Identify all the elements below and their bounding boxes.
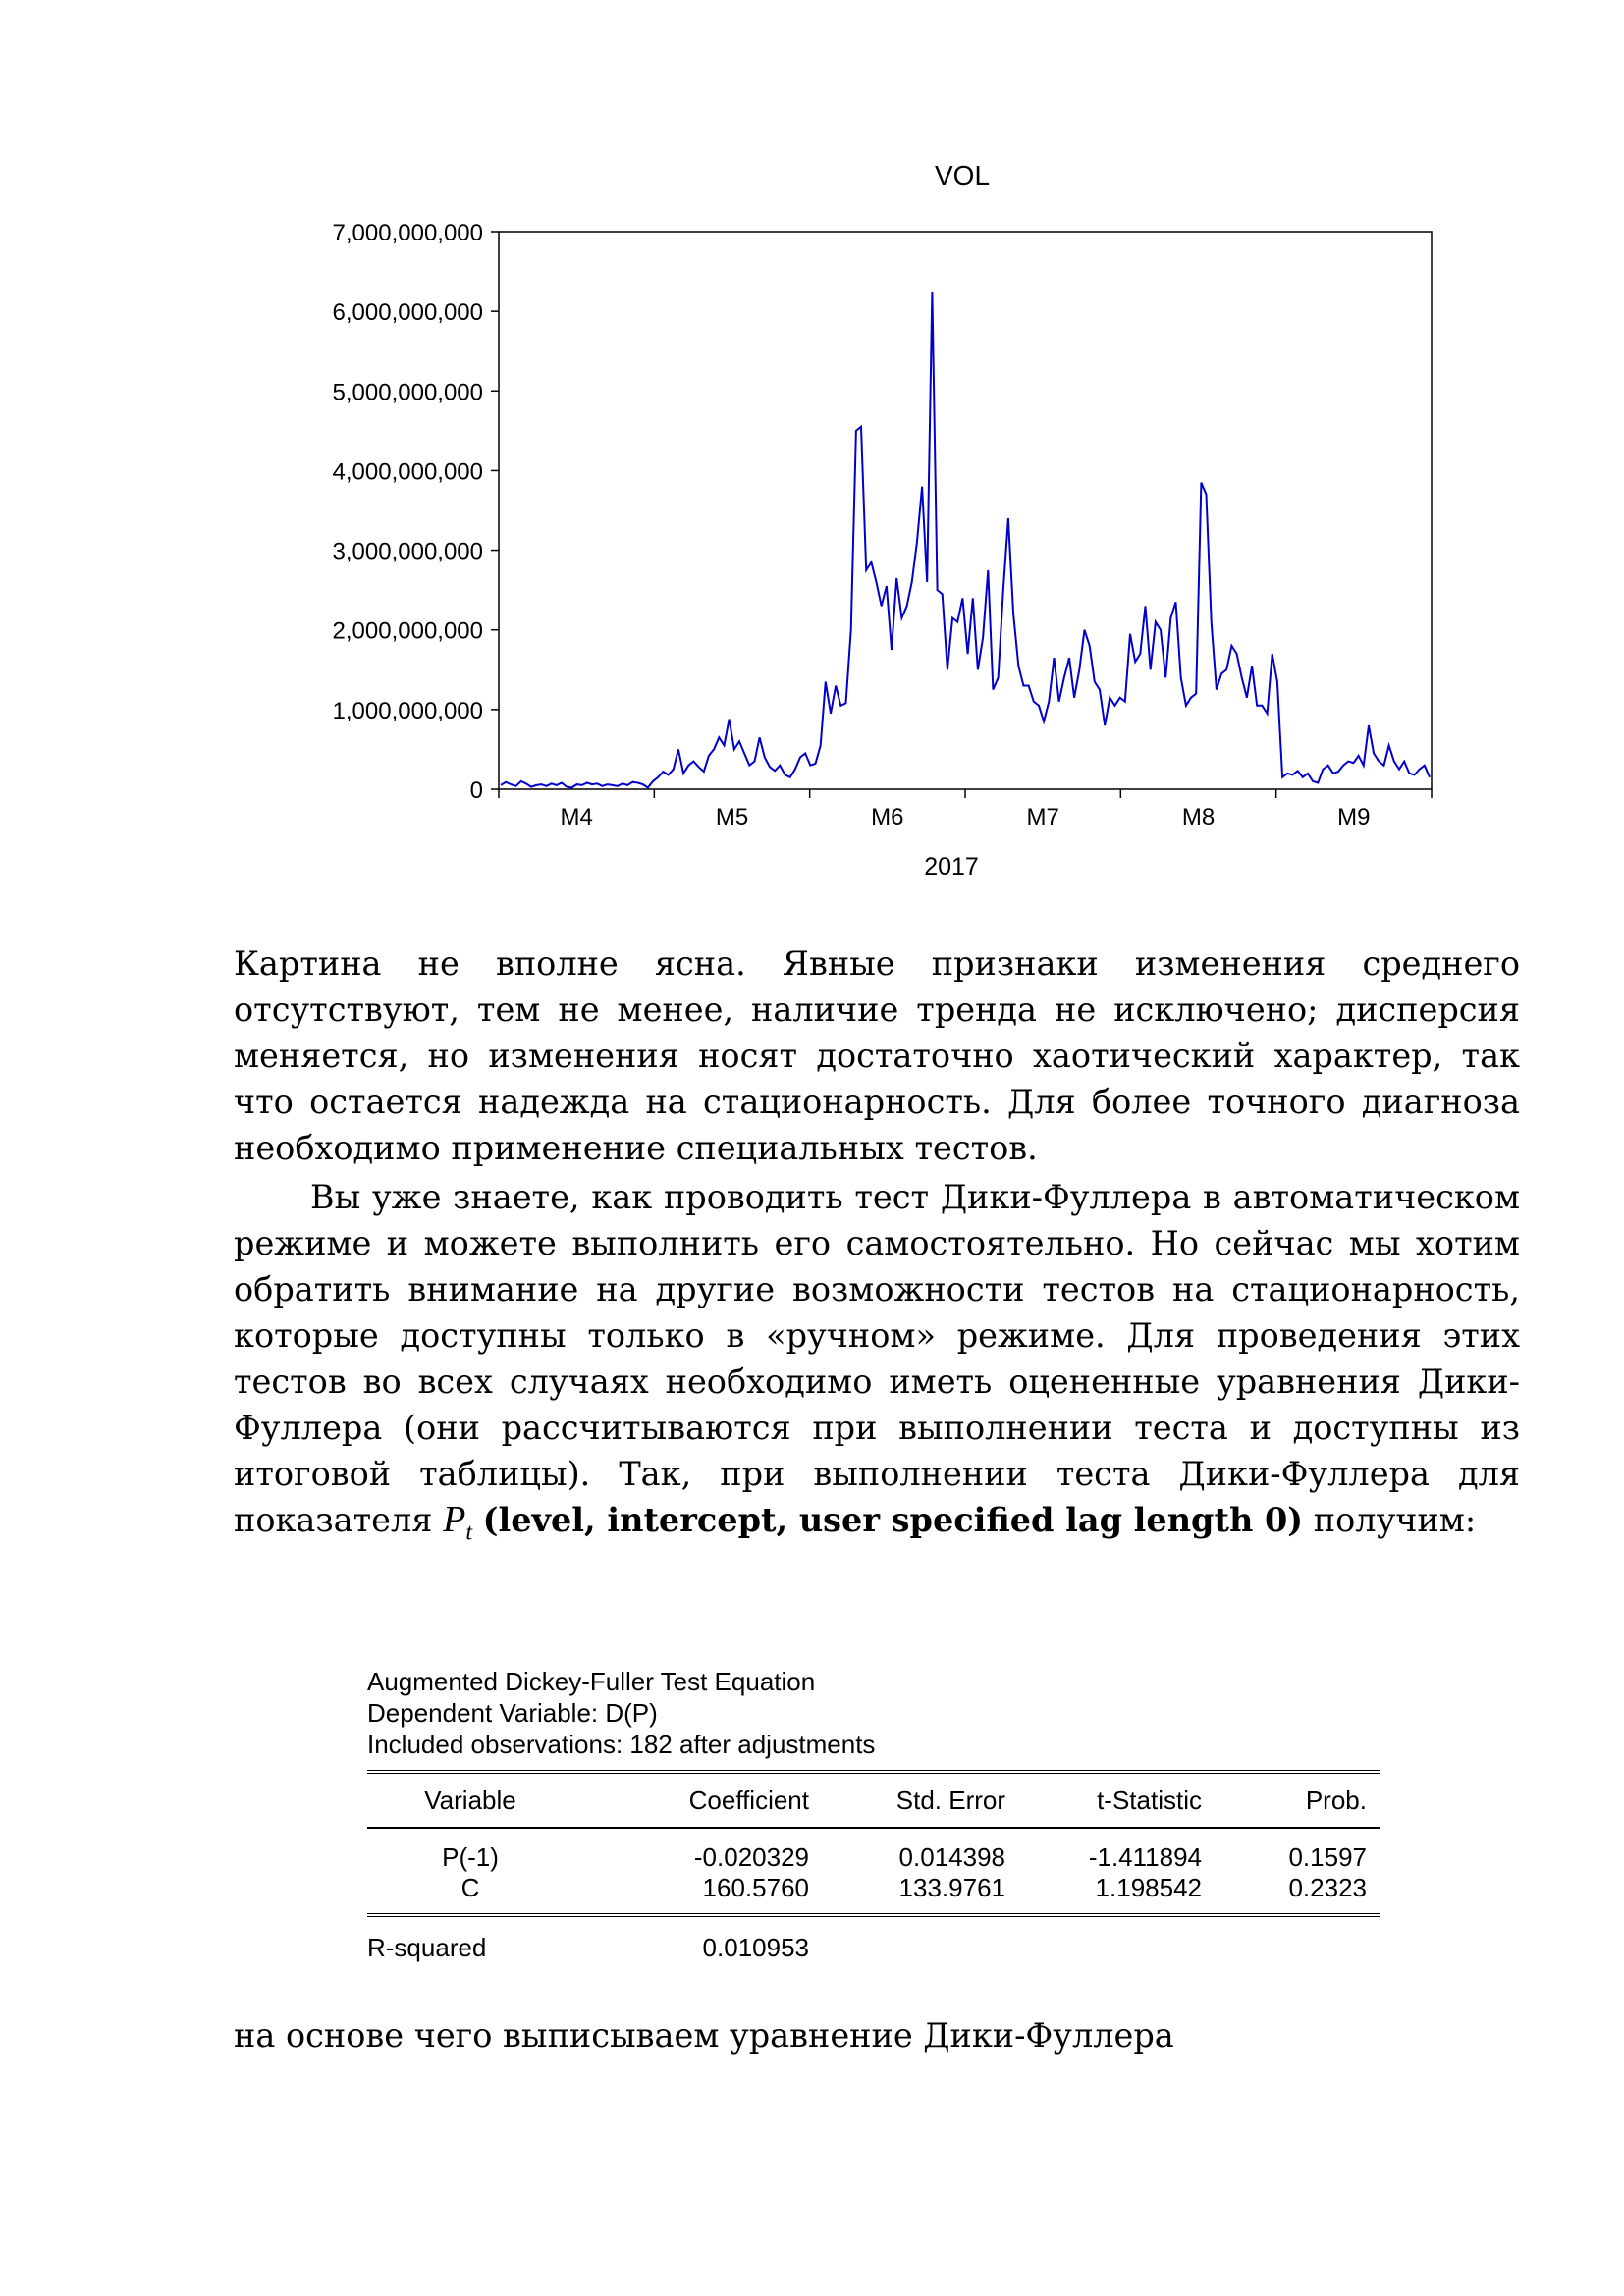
col-coefficient: Coefficient: [688, 1785, 809, 1815]
y-tick-label: 4,000,000,000: [332, 458, 483, 486]
x-tick-label: M4: [560, 804, 593, 830]
paragraph-1: [234, 940, 1520, 1171]
col-std-error: Std. Error: [895, 1785, 1005, 1815]
x-tick-label: M8: [1181, 804, 1216, 830]
cell: 133.9761: [898, 1873, 1005, 1902]
cell: C: [460, 1873, 480, 1902]
y-axis: [333, 220, 499, 804]
y-tick-label: 3,000,000,000: [332, 538, 483, 565]
math-p-t: $P_t$: [443, 1499, 472, 1546]
adf-test-table: [367, 1666, 1380, 1963]
adf-dependent-variable: Dependent Variable: D(P): [367, 1698, 658, 1728]
paragraph-2-body: Вы уже знаете, как проводить тест Дики-Фуллера в автоматическом режиме и можете выполнить его самостоятельно. Но сейчас мы хотим обратить внимание на другие возможности тестов на стационарность, которые доступны только в «ручном» режиме. Для проведения этих тестов во всех случаях необходимо иметь оцененные уравнения Дики-Фуллера (они рассчитываются при выполнении теста и доступны из итоговой таблицы). Так, при выполнении теста Дики-Фуллера для показателя: [234, 1178, 1520, 1539]
final-sentence: на основе чего выписываем уравнение Дики-Фуллера: [234, 2016, 1174, 2055]
paragraph-1-text: Картина не вполне ясна. Явные признаки изменения среднего отсутствуют, тем не менее, наличие тренда не исключено; дисперсия меняется, но изменения носят достаточно хаотический характер, так что остается надежда на стационарность. Для более точного диагноза необходимо применение специальных тестов.: [234, 944, 1520, 1167]
cell: -1.411894: [1088, 1842, 1202, 1872]
vol-line-chart: [285, 147, 1463, 893]
y-tick-label: 0: [469, 777, 483, 804]
plot-frame: [499, 232, 1432, 789]
table-row-rsquared: [367, 1915, 1380, 1963]
x-tick-label: M6: [871, 804, 904, 830]
y-tick-label: 7,000,000,000: [332, 220, 483, 246]
table-header-row: [367, 1772, 1380, 1828]
chart-title: VOL: [934, 160, 991, 190]
x-axis-label: 2017: [924, 853, 979, 881]
table-row: [367, 1873, 1380, 1915]
cell: -0.020329: [693, 1842, 809, 1872]
adf-coefficients-table: [367, 1770, 1380, 1963]
x-tick-label: M9: [1337, 804, 1371, 830]
y-tick-label: 5,000,000,000: [332, 379, 483, 406]
paragraph-2: [234, 1174, 1520, 1557]
cell: 160.5760: [702, 1873, 809, 1902]
x-tick-label: M7: [1026, 804, 1059, 830]
col-prob: Prob.: [1305, 1785, 1367, 1815]
table-row: [367, 1828, 1380, 1873]
y-tick-label: 6,000,000,000: [332, 299, 483, 327]
cell: 0.1597: [1288, 1842, 1367, 1872]
cell: 0.014398: [898, 1842, 1005, 1872]
y-tick-label: 1,000,000,000: [332, 697, 483, 724]
series-line-vol: [501, 292, 1430, 788]
adf-observations: Included observations: 182 after adjustments: [367, 1730, 876, 1759]
cell: P(-1): [442, 1842, 499, 1872]
col-t-statistic: t-Statistic: [1097, 1785, 1202, 1815]
x-tick-label: M5: [715, 804, 749, 830]
rsquared-label: R-squared: [367, 1933, 487, 1962]
cell: 1.198542: [1095, 1873, 1202, 1902]
rsquared-value: 0.010953: [702, 1933, 809, 1962]
paragraph-2-end: получим:: [1313, 1501, 1477, 1539]
paragraph-2-text: [234, 1174, 1520, 1557]
cell: 0.2323: [1288, 1873, 1367, 1902]
y-tick-label: 2,000,000,000: [332, 617, 483, 645]
adf-title: Augmented Dickey-Fuller Test Equation: [367, 1667, 816, 1696]
x-axis: [499, 789, 1432, 830]
test-settings: (level, intercept, user specified lag length 0): [482, 1501, 1304, 1539]
col-variable: Variable: [424, 1785, 516, 1815]
